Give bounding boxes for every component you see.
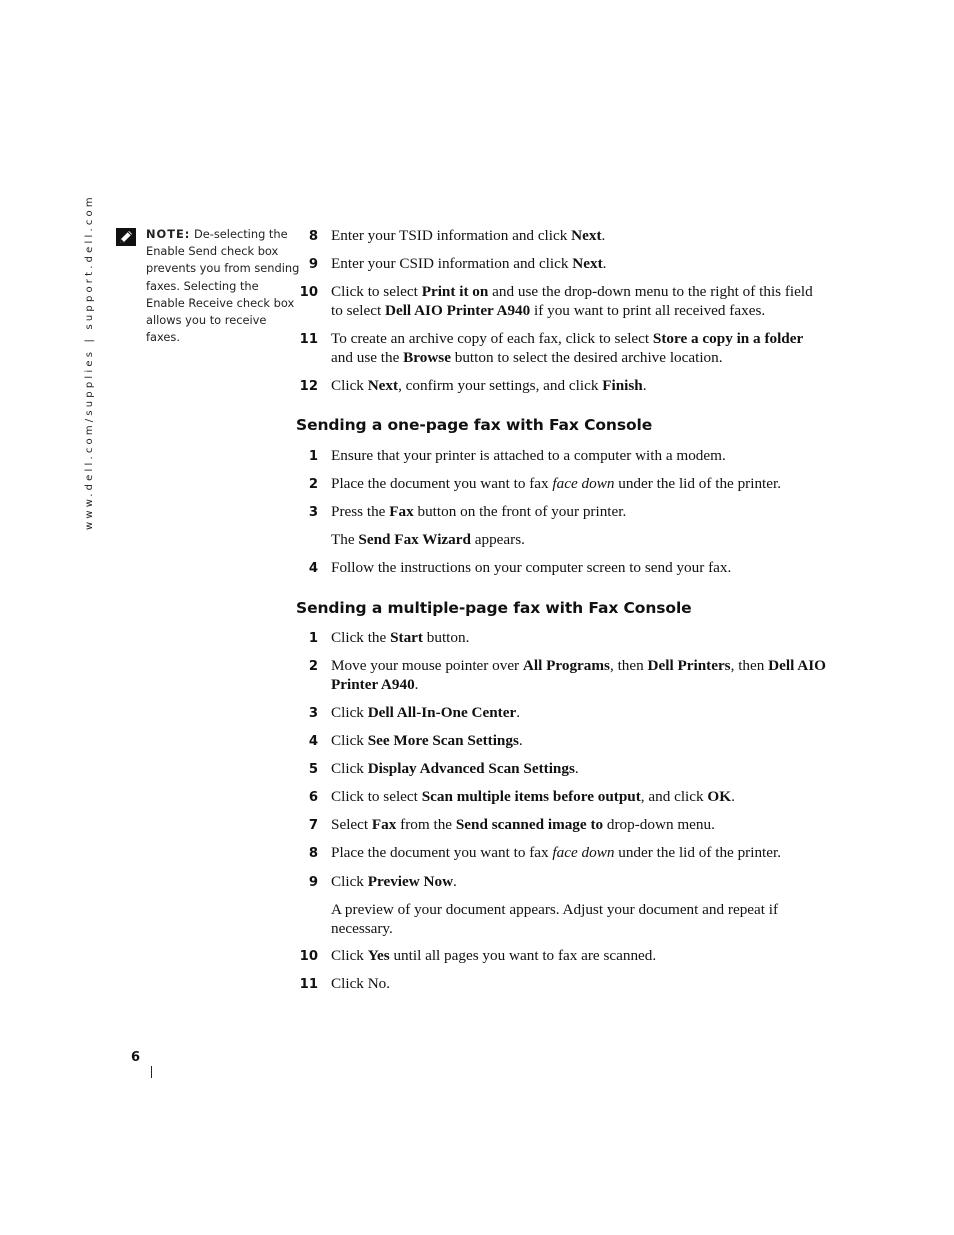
page-divider — [151, 1066, 152, 1078]
note-term-enable-receive: Enable Receive — [146, 295, 234, 310]
section-heading: Sending a multiple-page fax with Fax Console — [296, 599, 692, 617]
page-number: 6 — [131, 1050, 141, 1065]
section-heading: Sending a one-page fax with Fax Console — [296, 416, 653, 434]
note-term-enable-send: Enable Send — [146, 244, 218, 259]
sidebar-url: www.dell.com/supplies | support.dell.com — [84, 194, 95, 530]
note-label: NOTE: — [146, 227, 191, 241]
note-text: NOTE: De-selecting the Enable Send check box prevents you from sending faxes. Selecting the Enable Receive check box allows you to receive faxes. — [146, 227, 300, 345]
pencil-note-icon — [116, 228, 136, 246]
